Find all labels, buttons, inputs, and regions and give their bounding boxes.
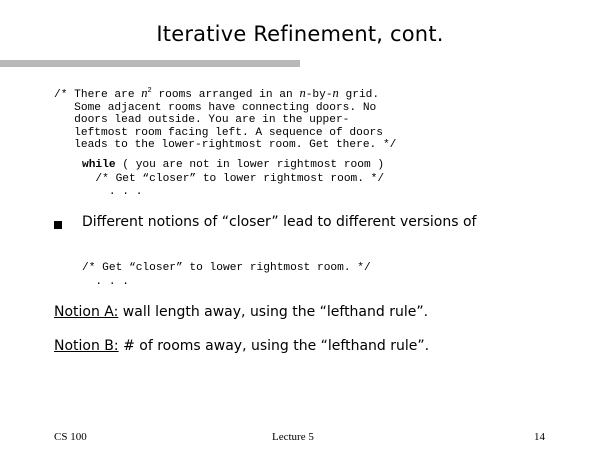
footer-course: CS 100 <box>54 431 87 443</box>
n-squared-exponent: 2 <box>147 87 152 95</box>
second-ellipsis: . . . <box>82 275 129 288</box>
notion-b-text: # of rooms away, using the “lefthand rule”. <box>118 338 430 354</box>
n-variable: n <box>141 86 148 100</box>
code-line-3: doors lead outside. You are in the upper- <box>54 114 350 127</box>
title-underline-bar <box>0 60 300 67</box>
n-variable-3: n <box>332 86 339 100</box>
slide-title: Iterative Refinement, cont. <box>156 22 444 46</box>
code-line-5: leads to the lower-rightmost room. Get there. */ <box>54 139 397 152</box>
closer-comment-code <box>82 262 371 289</box>
notion-a-text: wall length away, using the “lefthand rule”. <box>118 304 429 320</box>
code-line-2: Some adjacent rooms have connecting doors. No <box>54 101 377 114</box>
notion-a <box>54 304 428 320</box>
notion-b-label: Notion B: <box>54 338 119 354</box>
while-condition: ( you are not in lower rightmost room ) <box>115 159 385 171</box>
square-bullet-icon <box>54 221 62 229</box>
code-line-4: leftmost room facing left. A sequence of doors <box>54 126 383 139</box>
n-variable-2: n <box>299 86 306 100</box>
while-loop-code <box>82 159 384 200</box>
code-line-1-end: grid. <box>338 89 380 101</box>
code-by-text: -by- <box>305 89 333 101</box>
problem-comment-code <box>54 85 396 152</box>
notion-b <box>54 338 429 354</box>
code-line-1-start: /* There are <box>54 89 142 101</box>
while-keyword: while <box>82 159 116 171</box>
code-line-1-middle: rooms arranged in an <box>151 89 300 101</box>
footer-lecture: Lecture 5 <box>272 431 314 443</box>
loop-comment: /* Get “closer” to lower rightmost room. */ <box>82 172 385 185</box>
second-comment: /* Get “closer” to lower rightmost room. */ <box>82 262 371 274</box>
loop-ellipsis: . . . <box>82 186 143 198</box>
footer-page-number: 14 <box>534 431 545 443</box>
notion-a-label: Notion A: <box>54 304 119 320</box>
bullet-text: Different notions of “closer” lead to different versions of <box>82 214 477 230</box>
